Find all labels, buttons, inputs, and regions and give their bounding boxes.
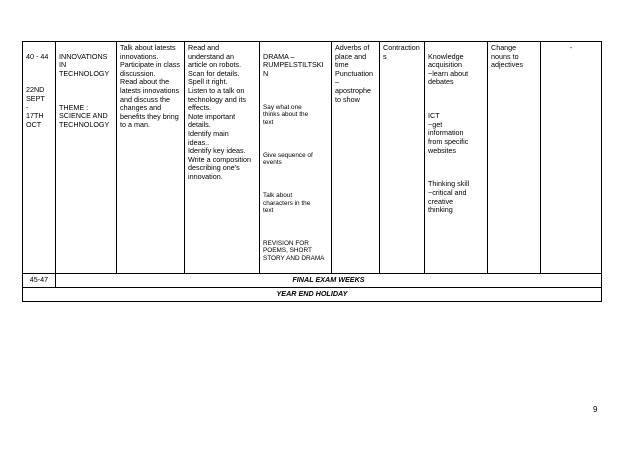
skill-ict: ICT ~get information from specific websites xyxy=(428,111,469,155)
week-range: 40 - 44 xyxy=(26,51,49,61)
week-dates: 22ND SEPT - 17TH OCT xyxy=(26,85,45,129)
grammar-cell: Adverbs of place and time Punctuation – apostrophe to show xyxy=(332,42,380,274)
skill-thinking: Thinking skill ~critical and creative thinking xyxy=(428,179,470,215)
table-row-week-40-44 xyxy=(23,42,602,274)
speaking-objectives-cell: Talk about latests innovations. Participate in class discussion. Read about the latests innovations and discuss the changes and benefits they bring to a man. xyxy=(117,42,185,274)
remarks-cell: - xyxy=(541,42,602,274)
skill-knowledge: Knowledge acquisition ~learn about debates xyxy=(428,51,469,87)
drama-title: DRAMA – RUMPELSTILTSKI N xyxy=(263,51,324,78)
literature-cell xyxy=(260,42,332,274)
skills-cell xyxy=(425,42,488,274)
vocabulary-cell: Contraction s xyxy=(380,42,425,274)
drama-activity-3: Talk about characters in the text xyxy=(263,191,311,215)
table-row-exam-weeks xyxy=(23,274,602,288)
final-exam-label: FINAL EXAM WEEKS xyxy=(56,274,602,288)
word-formation-cell: Change nouns to adjectives xyxy=(488,42,541,274)
theme-label: THEME : SCIENCE AND TECHNOLOGY xyxy=(59,102,110,129)
drama-revision: REVISION FOR POEMS, SHORT STORY AND DRAMA xyxy=(263,239,325,263)
drama-activity-1: Say what one thinks about the text xyxy=(263,103,309,126)
exam-week-range: 45-47 xyxy=(23,274,56,288)
scheme-of-work-table xyxy=(22,41,602,302)
table-row-holiday xyxy=(23,288,602,302)
page-number: 9 xyxy=(593,405,598,414)
week-cell xyxy=(23,42,56,274)
year-end-holiday-label: YEAR END HOLIDAY xyxy=(23,288,602,302)
drama-activity-2: Give sequence of events xyxy=(263,151,313,167)
theme-cell xyxy=(56,42,117,274)
topic-title: INNOVATIONS IN TECHNOLOGY xyxy=(59,51,110,78)
reading-writing-objectives-cell: Read and understand an article on robots. Scan for details. Spell it right. Listen to a talk on technology and its effects. Note important details. Identify main ideas.. Identify key ideas. Write a composition describing one's innovation. xyxy=(185,42,260,274)
